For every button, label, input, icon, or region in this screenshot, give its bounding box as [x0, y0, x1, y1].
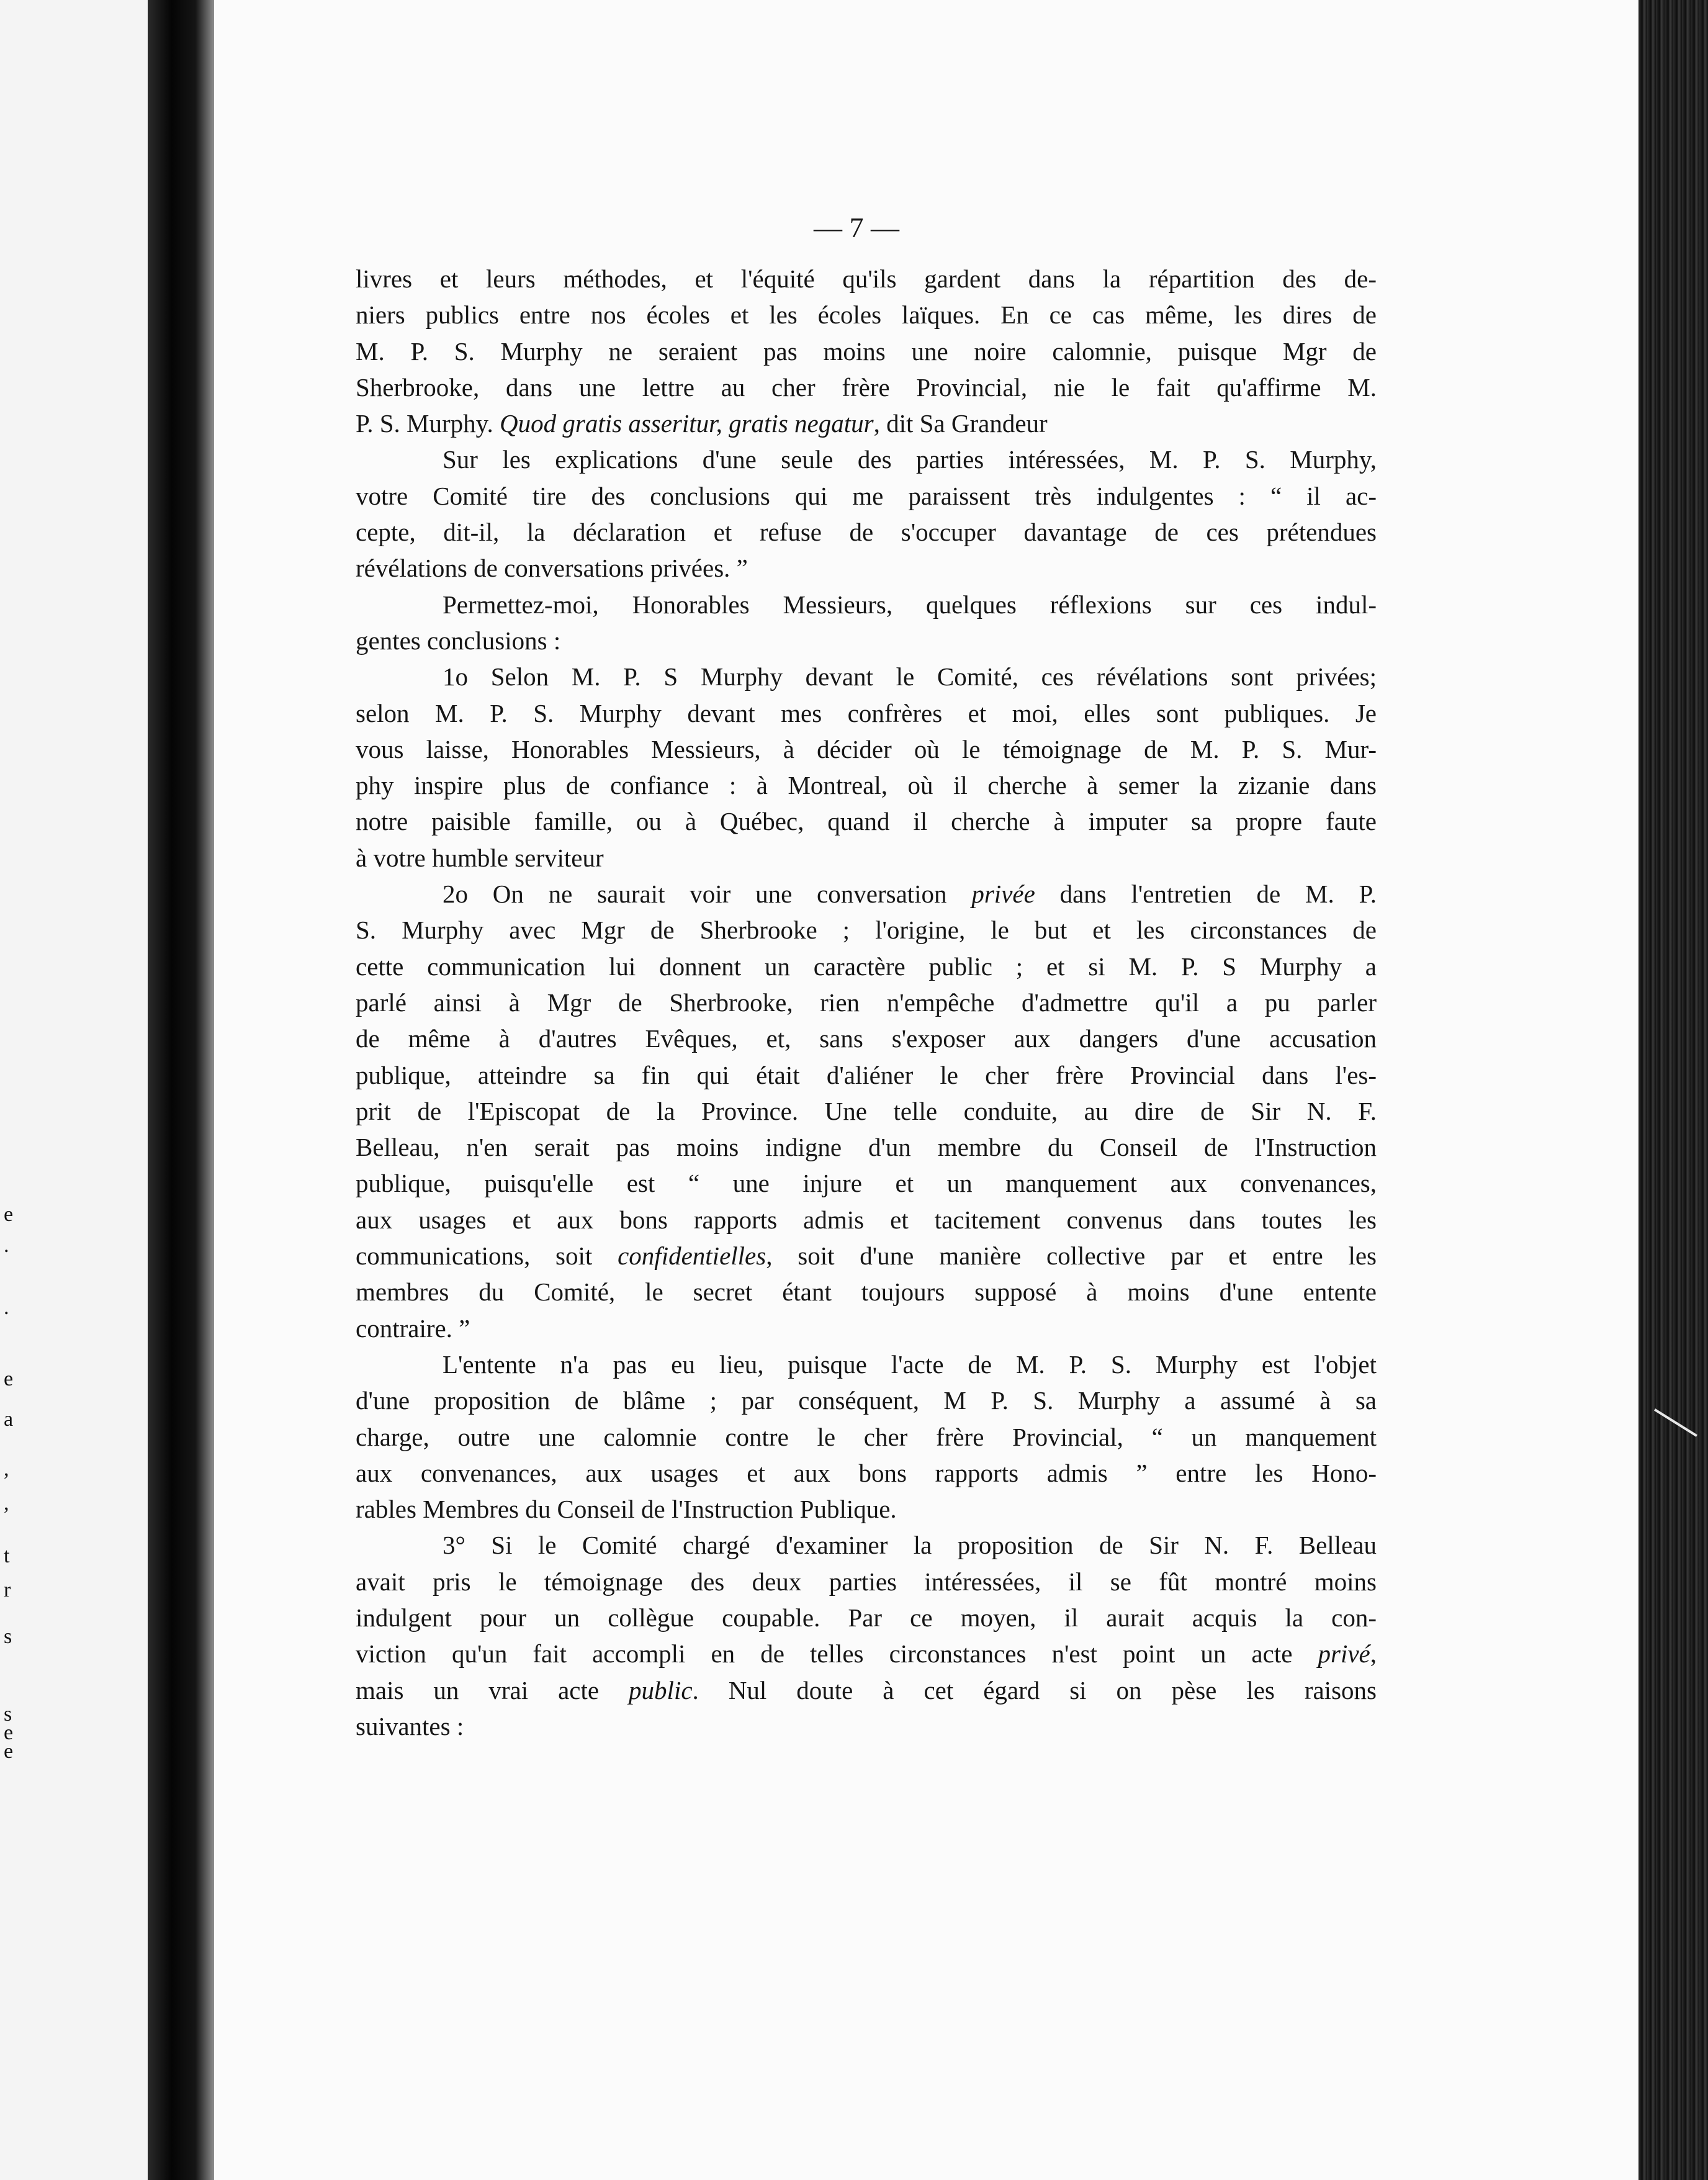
- text-line: [356, 1672, 1377, 1708]
- text-line: [356, 876, 1377, 912]
- text-run: dans l'entretien de M. P.: [1035, 880, 1377, 909]
- margin-fragment: s: [4, 1703, 12, 1726]
- text-line: Sur les explications d'une seule des parties intéressées, M. P. S. Murphy,: [443, 445, 1377, 474]
- text-line: de même à d'autres Evêques, et, sans s'exposer aux dangers d'une accusation: [356, 1024, 1377, 1053]
- text-line: gentes conclusions :: [356, 626, 561, 655]
- text-line: indulgent pour un collègue coupable. Par ce moyen, il aurait acquis la con-: [356, 1603, 1377, 1632]
- italic-phrase: confidentielles: [618, 1241, 766, 1271]
- text-line: S. Murphy avec Mgr de Sherbrooke ; l'origine, le but et les circonstances de: [356, 916, 1377, 945]
- margin-fragment: ,: [4, 1492, 9, 1515]
- text-line: cette communication lui donnent un caractère public ; et si M. P. S Murphy a: [356, 952, 1377, 981]
- text-run: 2o On ne saurait voir une conversation: [443, 880, 972, 909]
- text-line: suivantes :: [356, 1711, 464, 1741]
- text-line: 1o Selon M. P. S Murphy devant le Comité, ces révélations sont privées;: [443, 662, 1377, 691]
- text-line: M. P. S. Murphy ne seraient pas moins une noire calomnie, puisque Mgr de: [356, 336, 1377, 366]
- margin-fragment: ,: [4, 1457, 9, 1480]
- text-line: niers publics entre nos écoles et les écoles laïques. En ce cas même, les dires de: [356, 300, 1377, 330]
- text-line: Sherbrooke, dans une lettre au cher frère Provincial, nie le fait qu'affirme M.: [356, 372, 1377, 402]
- text-line: livres et leurs méthodes, et l'équité qu'ils gardent dans la répartition des de-: [356, 264, 1377, 293]
- italic-phrase: Quod gratis asseritur, gratis negatur: [500, 409, 874, 438]
- facing-page-strip: [0, 0, 149, 2180]
- text-line: [356, 1636, 1377, 1672]
- text-run: viction qu'un fait accompli en de telles circonstances n'est point un acte: [356, 1639, 1318, 1669]
- edge-mark: [1654, 1408, 1697, 1437]
- italic-phrase: privé: [1318, 1639, 1370, 1669]
- book-edge: [1638, 0, 1708, 2180]
- margin-fragment: e: [4, 1203, 14, 1226]
- margin-fragment: t: [4, 1544, 10, 1567]
- margin-fragment: e: [4, 1721, 14, 1744]
- text-line: aux convenances, aux usages et aux bons rapports admis ” entre les Hono-: [356, 1458, 1377, 1487]
- italic-phrase: privée: [971, 880, 1035, 909]
- margin-fragment: a: [4, 1408, 14, 1431]
- italic-phrase: public: [629, 1675, 693, 1705]
- text-line: [356, 1238, 1377, 1274]
- margin-fragment: .: [4, 1234, 9, 1257]
- text-run: P. S. Murphy.: [356, 409, 500, 438]
- text-line: notre paisible famille, ou à Québec, quand il cherche à imputer sa propre faute: [356, 807, 1377, 836]
- margin-fragment: e: [4, 1740, 14, 1763]
- text-line: à votre humble serviteur: [356, 843, 604, 872]
- text-run: ,: [1370, 1639, 1377, 1669]
- text-line: rables Membres du Conseil de l'Instruction Publique.: [356, 1495, 897, 1524]
- text-run: mais un vrai acte: [356, 1675, 629, 1705]
- text-line: L'entente n'a pas eu lieu, puisque l'acte de M. P. S. Murphy est l'objet: [443, 1349, 1377, 1379]
- page-number: — 7 —: [814, 212, 899, 243]
- text-run: communications, soit: [356, 1241, 618, 1271]
- text-line: Belleau, n'en serait pas moins indigne d'un membre du Conseil de l'Instruction: [356, 1133, 1377, 1162]
- text-line: [356, 405, 1377, 441]
- text-line: cepte, dit-il, la déclaration et refuse de s'occuper davantage de ces prétendues: [356, 518, 1377, 547]
- text-line: charge, outre une calomnie contre le cher frère Provincial, “ un manquement: [356, 1422, 1377, 1451]
- text-run: , dit Sa Grandeur: [873, 409, 1048, 438]
- text-line: votre Comité tire des conclusions qui me paraissent très indulgentes : “ il ac-: [356, 481, 1377, 510]
- text-line: membres du Comité, le secret étant toujours supposé à moins d'une entente: [356, 1277, 1377, 1307]
- text-line: d'une proposition de blâme ; par conséquent, M P. S. Murphy a assumé à sa: [356, 1386, 1377, 1415]
- margin-fragment: e: [4, 1367, 14, 1390]
- text-line: publique, atteindre sa fin qui était d'aliéner le cher frère Provincial dans l'es-: [356, 1060, 1377, 1089]
- text-line: phy inspire plus de confiance : à Montreal, où il cherche à semer la zizanie dans: [356, 771, 1377, 800]
- text-line: vous laisse, Honorables Messieurs, à décider où le témoignage de M. P. S. Mur-: [356, 734, 1377, 763]
- text-line: 3° Si le Comité chargé d'examiner la proposition de Sir N. F. Belleau: [443, 1531, 1377, 1560]
- text-line: parlé ainsi à Mgr de Sherbrooke, rien n'empêche d'admettre qu'il a pu parler: [356, 988, 1377, 1017]
- margin-fragment: r: [4, 1579, 11, 1601]
- book-gutter: [148, 0, 216, 2180]
- text-line: aux usages et aux bons rapports admis et tacitement convenus dans toutes les: [356, 1205, 1377, 1234]
- text-line: avait pris le témoignage des deux parties intéressées, il se fût montré moins: [356, 1567, 1377, 1596]
- text-run: . Nul doute à cet égard si on pèse les raisons: [692, 1675, 1377, 1705]
- text-run: , soit d'une manière collective par et entre les: [766, 1241, 1377, 1271]
- body-text: [356, 261, 1377, 1744]
- text-line: révélations de conversations privées. ”: [356, 554, 748, 583]
- margin-fragment: .: [4, 1296, 9, 1319]
- text-line: Permettez-moi, Honorables Messieurs, quelques réflexions sur ces indul-: [443, 590, 1377, 619]
- margin-fragment: s: [4, 1625, 12, 1648]
- text-line: selon M. P. S. Murphy devant mes confrères et moi, elles sont publiques. Je: [356, 698, 1377, 727]
- text-line: contraire. ”: [356, 1313, 470, 1343]
- text-line: publique, puisqu'elle est “ une injure et un manquement aux convenances,: [356, 1169, 1377, 1198]
- text-line: prit de l'Episcopat de la Province. Une telle conduite, au dire de Sir N. F.: [356, 1096, 1377, 1125]
